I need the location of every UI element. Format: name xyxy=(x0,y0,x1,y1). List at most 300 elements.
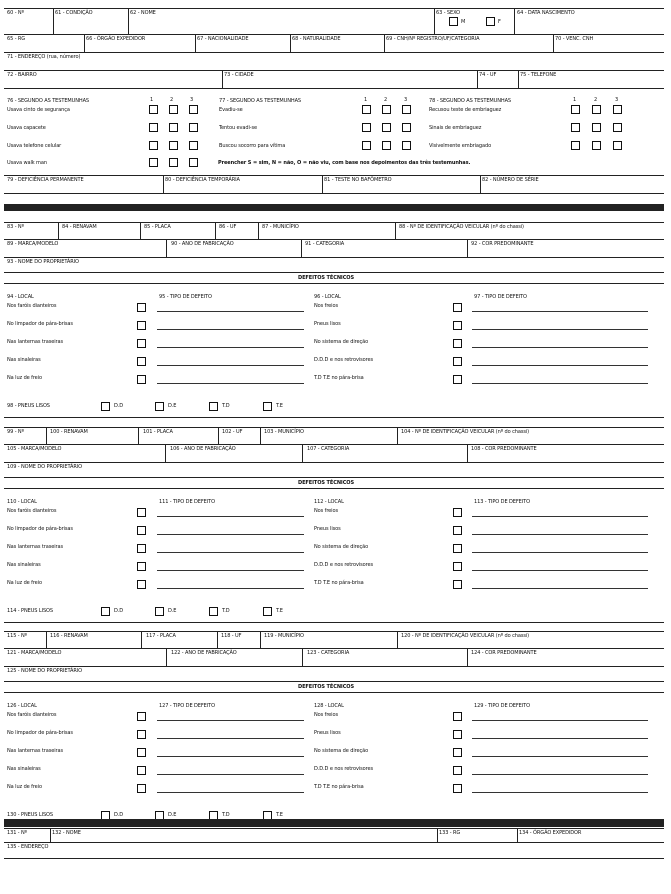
witness-checkbox[interactable] xyxy=(149,158,158,167)
rule xyxy=(4,631,664,632)
defect-type-line[interactable] xyxy=(472,774,648,775)
defect-type-line[interactable] xyxy=(472,347,648,348)
defect-type-line[interactable] xyxy=(157,552,304,553)
defect-type-line[interactable] xyxy=(157,383,304,384)
witness-checkbox[interactable] xyxy=(169,123,178,132)
local-label: 96 - LOCAL xyxy=(314,294,341,300)
rule xyxy=(4,193,664,194)
defect-checkbox[interactable] xyxy=(137,526,146,535)
defect-type-line[interactable] xyxy=(157,774,304,775)
defect-checkbox[interactable] xyxy=(137,784,146,793)
tipo-defeito-label: 95 - TIPO DE DEFEITO xyxy=(159,294,212,300)
witness-checkbox[interactable] xyxy=(571,141,580,150)
defect-location-label: No sistema de direção xyxy=(314,544,369,550)
defect-checkbox[interactable] xyxy=(453,712,462,721)
tire-label: T.D xyxy=(222,403,230,409)
defect-type-line[interactable] xyxy=(157,311,304,312)
defect-checkbox[interactable] xyxy=(453,784,462,793)
rule xyxy=(4,622,664,623)
defect-checkbox[interactable] xyxy=(137,712,146,721)
rule xyxy=(4,666,664,667)
defect-location-label: No sistema de direção xyxy=(314,339,369,345)
tire-label: T.E xyxy=(276,608,283,614)
witness-checkbox[interactable] xyxy=(169,158,178,167)
defect-type-line[interactable] xyxy=(472,329,648,330)
tipo-defeito-label: 113 - TIPO DE DEFEITO xyxy=(474,499,530,505)
rule xyxy=(260,427,261,444)
rule xyxy=(302,444,303,462)
defect-type-line[interactable] xyxy=(472,311,648,312)
defect-checkbox[interactable] xyxy=(137,321,146,330)
field-78-label: 78 - SEGUNDO AS TESTEMUNHAS xyxy=(429,98,512,104)
col-num-1: 1 xyxy=(150,97,154,103)
rule xyxy=(258,222,259,239)
defect-location-label: No sistema de direção xyxy=(314,748,369,754)
defect-location-label: Nas sinaleiras xyxy=(7,562,41,568)
rule xyxy=(53,8,54,34)
tire-label: T.E xyxy=(276,403,283,409)
rule xyxy=(467,239,468,257)
defect-type-line[interactable] xyxy=(157,365,304,366)
defect-location-label: Nas lanternas traseiras xyxy=(7,748,63,754)
rule xyxy=(4,52,664,53)
rule xyxy=(4,828,664,829)
local-label: 110 - LOCAL xyxy=(7,499,37,505)
witness-checkbox[interactable] xyxy=(402,141,411,150)
tire-checkbox[interactable] xyxy=(101,607,110,616)
rule xyxy=(4,34,664,35)
defect-location-label: Na luz de freio xyxy=(7,784,42,790)
vehicle-field-label: 108 - COR PREDOMINANTE xyxy=(471,446,537,452)
witness-checkbox[interactable] xyxy=(189,141,198,150)
witness-checkbox[interactable] xyxy=(382,123,391,132)
witness-checkbox[interactable] xyxy=(592,123,601,132)
defect-checkbox[interactable] xyxy=(453,526,462,535)
defects-title: DEFEITOS TÉCNICOS xyxy=(298,684,354,690)
field-63-label: 63 - SEXO xyxy=(436,10,460,16)
separator-bar xyxy=(4,819,664,826)
tire-label: D.D xyxy=(114,608,124,614)
witness-checkbox[interactable] xyxy=(382,141,391,150)
witness-checkbox[interactable] xyxy=(382,105,391,114)
vehicle-field-label: 87 - MUNICÍPIO xyxy=(262,224,299,230)
defect-location-label: Nas sinaleiras xyxy=(7,766,41,772)
tire-checkbox[interactable] xyxy=(101,402,110,411)
witness-checkbox[interactable] xyxy=(362,105,371,114)
defect-type-line[interactable] xyxy=(157,534,304,535)
defect-checkbox[interactable] xyxy=(453,303,462,312)
pneus-lisos-label: 98 - PNEUS LISOS xyxy=(7,403,50,409)
rule xyxy=(4,681,664,682)
col-num-2: 2 xyxy=(384,97,388,103)
tire-checkbox[interactable] xyxy=(209,607,218,616)
witness-checkbox[interactable] xyxy=(613,105,622,114)
vehicle-field-label: 92 - COR PREDOMINANTE xyxy=(471,241,534,247)
vehicle-field-label: 85 - PLACA xyxy=(144,224,171,230)
rule xyxy=(217,631,218,648)
rule xyxy=(138,427,139,444)
rule xyxy=(46,427,47,444)
defect-type-line[interactable] xyxy=(472,516,648,517)
defect-checkbox[interactable] xyxy=(137,562,146,571)
rule xyxy=(4,8,664,9)
rule xyxy=(215,222,216,239)
vehicle-field-label: 119 - MUNICÍPIO xyxy=(264,633,304,639)
witness-checkbox[interactable] xyxy=(362,141,371,150)
defect-type-line[interactable] xyxy=(157,720,304,721)
field-68-label: 68 - NATURALIDADE xyxy=(292,36,341,42)
field-75-label: 75 - TELEFONE xyxy=(520,72,557,78)
vehicle-field-label: 118 - UF xyxy=(221,633,242,639)
tipo-defeito-label: 111 - TIPO DE DEFEITO xyxy=(159,499,215,505)
tipo-defeito-label: 97 - TIPO DE DEFEITO xyxy=(474,294,527,300)
field-81-label: 81 - TESTE NO BAFÔMETRO xyxy=(324,177,392,183)
rule xyxy=(477,70,478,88)
rule xyxy=(4,88,664,89)
defect-location-label: D.D.D e nos retrovisores xyxy=(314,357,373,363)
field-82-label: 82 - NÚMERO DE SÉRIE xyxy=(482,177,539,183)
tire-label: T.D xyxy=(222,608,230,614)
field-72-label: 72 - BAIRRO xyxy=(7,72,37,78)
witness-note: Preencher S = sim, N = não, O = não viu, com base nos depoimentos das três testemunhas. xyxy=(218,160,471,166)
witness-item: Evadiu-se xyxy=(219,107,243,113)
defect-location-label: Nas lanternas traseiras xyxy=(7,339,63,345)
rule xyxy=(4,427,664,428)
witness-checkbox[interactable] xyxy=(571,105,580,114)
rule xyxy=(195,34,196,52)
field-60-label: 60 - Nº xyxy=(7,10,24,16)
defect-checkbox[interactable] xyxy=(453,339,462,348)
witness-item: Usava telefone celular xyxy=(7,143,62,149)
vehicle-field-label: 123 - CATEGORIA xyxy=(307,650,350,656)
owner-name-label: 125 - NOME DO PROPRIETÁRIO xyxy=(7,668,82,674)
defect-location-label: Nos freios xyxy=(314,508,338,514)
tire-checkbox[interactable] xyxy=(155,402,164,411)
defect-checkbox[interactable] xyxy=(137,303,146,312)
rule xyxy=(84,34,85,52)
local-label: 128 - LOCAL xyxy=(314,703,344,709)
vehicle-field-label: 102 - UF xyxy=(222,429,243,435)
field-61-label: 61 - CONDIÇÃO xyxy=(55,10,93,16)
defect-type-line[interactable] xyxy=(472,588,648,589)
defect-location-label: Nos freios xyxy=(314,303,338,309)
witness-checkbox[interactable] xyxy=(189,158,198,167)
witness-item: Sinais de embriaguez xyxy=(429,125,482,131)
rule xyxy=(50,828,51,842)
vehicle-field-label: 121 - MARCA/MODELO xyxy=(7,650,62,656)
vehicle-field-label: 105 - MARCA/MODELO xyxy=(7,446,62,452)
rule xyxy=(437,828,438,842)
rule xyxy=(467,444,468,462)
defect-checkbox[interactable] xyxy=(137,766,146,775)
rule xyxy=(397,427,398,444)
defect-location-label: D.D.D e nos retrovisores xyxy=(314,766,373,772)
witness-checkbox[interactable] xyxy=(189,105,198,114)
witness-item: Tentou evadi-se xyxy=(219,125,258,131)
rule xyxy=(290,34,291,52)
local-label: 112 - LOCAL xyxy=(314,499,344,505)
witness-item: Buscou socorro para vítima xyxy=(219,143,286,149)
rule xyxy=(397,631,398,648)
vehicle-field-label: 91 - CATEGORIA xyxy=(305,241,345,247)
rule xyxy=(4,70,664,71)
tire-label: T.E xyxy=(276,812,283,818)
pneus-lisos-label: 114 - PNEUS LISOS xyxy=(7,608,54,614)
defect-location-label: T.D T.E no pára-brisa xyxy=(314,784,364,790)
defect-checkbox[interactable] xyxy=(453,562,462,571)
defect-location-label: No limpador de pára-brisas xyxy=(7,321,73,327)
defect-location-label: Nos faróis dianteiros xyxy=(7,712,57,718)
vehicle-field-label: 99 - Nº xyxy=(7,429,24,435)
vehicle-field-label: 106 - ANO DE FABRICAÇÃO xyxy=(170,446,236,452)
rule xyxy=(128,8,129,34)
vehicle-field-label: 100 - RENAVAM xyxy=(50,429,88,435)
rule xyxy=(4,239,664,240)
witness-checkbox[interactable] xyxy=(613,141,622,150)
rule xyxy=(260,631,261,648)
sex-f-checkbox[interactable] xyxy=(486,17,495,26)
defects-title: DEFEITOS TÉCNICOS xyxy=(298,480,354,486)
local-label: 94 - LOCAL xyxy=(7,294,34,300)
tire-label: T.D xyxy=(222,812,230,818)
witness-checkbox[interactable] xyxy=(189,123,198,132)
rule xyxy=(384,34,385,52)
field-62-label: 62 - NOME xyxy=(130,10,156,16)
witness-item: Usava cinto de segurança xyxy=(7,107,70,113)
witness-checkbox[interactable] xyxy=(402,105,411,114)
defect-type-line[interactable] xyxy=(157,588,304,589)
rule xyxy=(4,175,664,176)
defect-type-line[interactable] xyxy=(472,365,648,366)
vehicle-field-label: 84 - RENAVAM xyxy=(62,224,97,230)
tipo-defeito-label: 129 - TIPO DE DEFEITO xyxy=(474,703,530,709)
rule xyxy=(222,70,223,88)
col-num-2: 2 xyxy=(594,97,598,103)
defect-location-label: T.D T.E no pára-brisa xyxy=(314,580,364,586)
rule xyxy=(4,283,664,284)
defect-type-line[interactable] xyxy=(472,570,648,571)
rule xyxy=(4,648,664,649)
separator-bar xyxy=(4,204,664,211)
rule xyxy=(517,828,518,842)
local-label: 126 - LOCAL xyxy=(7,703,37,709)
defect-location-label: Pneus lisos xyxy=(314,730,341,736)
defect-type-line[interactable] xyxy=(472,534,648,535)
rule xyxy=(58,222,59,239)
tire-label: D.E xyxy=(168,608,177,614)
tire-checkbox[interactable] xyxy=(263,402,272,411)
defect-checkbox[interactable] xyxy=(137,339,146,348)
defect-type-line[interactable] xyxy=(472,792,648,793)
field-132-label: 132 - NOME xyxy=(52,830,81,836)
rule xyxy=(4,417,664,418)
tire-checkbox[interactable] xyxy=(263,607,272,616)
defect-type-line[interactable] xyxy=(472,552,648,553)
defect-checkbox[interactable] xyxy=(453,730,462,739)
rule xyxy=(4,826,664,827)
defect-type-line[interactable] xyxy=(472,383,648,384)
witness-checkbox[interactable] xyxy=(592,105,601,114)
field-69-label: 69 - CNH/Nº REGISTRO/UF/CATEGORIA xyxy=(386,36,480,42)
defect-location-label: No limpador de pára-brisas xyxy=(7,730,73,736)
defect-type-line[interactable] xyxy=(472,738,648,739)
defect-checkbox[interactable] xyxy=(453,766,462,775)
witness-item: Visivelmente embriagado xyxy=(429,143,492,149)
sex-m-label: M xyxy=(461,19,466,25)
pneus-lisos-label: 130 - PNEUS LISOS xyxy=(7,812,54,818)
defect-checkbox[interactable] xyxy=(137,508,146,517)
vehicle-field-label: 120 - Nº DE IDENTIFICAÇÃO VEICULAR (nº do chassi) xyxy=(401,633,530,639)
col-num-3: 3 xyxy=(404,97,408,103)
defect-type-line[interactable] xyxy=(157,516,304,517)
field-79-label: 79 - DEFICIÊNCIA PERMANENTE xyxy=(7,177,84,183)
vehicle-field-label: 103 - MUNICÍPIO xyxy=(264,429,304,435)
defect-checkbox[interactable] xyxy=(453,321,462,330)
witness-checkbox[interactable] xyxy=(149,123,158,132)
witness-checkbox[interactable] xyxy=(571,123,580,132)
rule xyxy=(467,648,468,666)
tire-label: D.D xyxy=(114,403,124,409)
defect-type-line[interactable] xyxy=(157,738,304,739)
witness-checkbox[interactable] xyxy=(169,141,178,150)
vehicle-field-label: 115 - Nº xyxy=(7,633,27,639)
rule xyxy=(4,462,664,463)
defect-checkbox[interactable] xyxy=(453,580,462,589)
rule xyxy=(322,175,323,193)
vehicle-field-label: 83 - Nº xyxy=(7,224,24,230)
rule xyxy=(518,70,519,88)
vehicle-field-label: 89 - MARCA/MODELO xyxy=(7,241,59,247)
witness-checkbox[interactable] xyxy=(402,123,411,132)
defect-type-line[interactable] xyxy=(157,329,304,330)
defect-type-line[interactable] xyxy=(472,720,648,721)
col-num-2: 2 xyxy=(170,97,174,103)
field-66-label: 66 - ÓRGÃO EXPEDIDOR xyxy=(86,36,146,42)
defect-location-label: D.D.D e nos retrovisores xyxy=(314,562,373,568)
witness-checkbox[interactable] xyxy=(169,105,178,114)
rule xyxy=(4,842,664,843)
col-num-3: 3 xyxy=(190,97,194,103)
vehicle-field-label: 116 - RENAVAM xyxy=(50,633,88,639)
rule xyxy=(140,222,141,239)
field-131-label: 131 - Nº xyxy=(7,830,27,836)
sex-m-checkbox[interactable] xyxy=(449,17,458,26)
defect-checkbox[interactable] xyxy=(453,508,462,517)
defect-location-label: Na luz de freio xyxy=(7,580,42,586)
defect-type-line[interactable] xyxy=(157,347,304,348)
rule xyxy=(4,444,664,445)
witness-checkbox[interactable] xyxy=(149,105,158,114)
witness-item: Usava walk man xyxy=(7,160,47,166)
defect-checkbox[interactable] xyxy=(137,580,146,589)
rule xyxy=(514,8,515,34)
defect-location-label: Nos freios xyxy=(314,712,338,718)
rule xyxy=(4,257,664,258)
defect-checkbox[interactable] xyxy=(137,748,146,757)
defect-location-label: Nas sinaleiras xyxy=(7,357,41,363)
defect-location-label: Nos faróis dianteiros xyxy=(7,508,57,514)
defect-checkbox[interactable] xyxy=(137,357,146,366)
vehicle-field-label: 101 - PLACA xyxy=(143,429,173,435)
defect-location-label: Pneus lisos xyxy=(314,321,341,327)
tipo-defeito-label: 127 - TIPO DE DEFEITO xyxy=(159,703,215,709)
rule xyxy=(166,648,167,666)
witness-item: Recusou teste de embriaguez xyxy=(429,107,502,113)
col-num-3: 3 xyxy=(615,97,619,103)
defect-checkbox[interactable] xyxy=(453,748,462,757)
witness-checkbox[interactable] xyxy=(613,123,622,132)
rule xyxy=(4,858,664,859)
field-134-label: 134 - ÓRGÃO EXPEDIDOR xyxy=(519,830,582,836)
field-67-label: 67 - NACIONALIDADE xyxy=(197,36,249,42)
rule xyxy=(301,239,302,257)
rule xyxy=(434,8,435,34)
field-73-label: 73 - CIDADE xyxy=(224,72,254,78)
rule xyxy=(4,272,664,273)
defect-type-line[interactable] xyxy=(157,792,304,793)
defect-location-label: Pneus lisos xyxy=(314,526,341,532)
owner-name-label: 93 - NOME DO PROPRIETÁRIO xyxy=(7,259,79,265)
defect-type-line[interactable] xyxy=(157,570,304,571)
tire-checkbox[interactable] xyxy=(155,607,164,616)
rule xyxy=(141,631,142,648)
witness-checkbox[interactable] xyxy=(149,141,158,150)
defect-type-line[interactable] xyxy=(157,756,304,757)
defect-type-line[interactable] xyxy=(472,756,648,757)
defect-checkbox[interactable] xyxy=(137,730,146,739)
defect-location-label: No limpador de pára-brisas xyxy=(7,526,73,532)
field-71-label: 71 - ENDEREÇO (rua, número) xyxy=(7,54,81,60)
field-80-label: 80 - DEFICIÊNCIA TEMPORÁRIA xyxy=(165,177,240,183)
defect-checkbox[interactable] xyxy=(453,357,462,366)
witness-checkbox[interactable] xyxy=(362,123,371,132)
field-65-label: 65 - RG xyxy=(7,36,26,42)
vehicle-field-label: 86 - UF xyxy=(219,224,237,230)
field-70-label: 70 - VENC. CNH xyxy=(555,36,594,42)
vehicle-field-label: 104 - Nº DE IDENTIFICAÇÃO VEICULAR (nº do chassi) xyxy=(401,429,530,435)
tire-checkbox[interactable] xyxy=(209,402,218,411)
sex-f-label: F xyxy=(498,19,501,25)
defect-location-label: Nos faróis dianteiros xyxy=(7,303,57,309)
defect-checkbox[interactable] xyxy=(137,375,146,384)
rule xyxy=(165,444,166,462)
defect-location-label: T.D T.E no pára-brisa xyxy=(314,375,364,381)
vehicle-field-label: 124 - COR PREDOMINANTE xyxy=(471,650,537,656)
rule xyxy=(163,175,164,193)
owner-name-label: 109 - NOME DO PROPRIETÁRIO xyxy=(7,464,82,470)
field-74-label: 74 - UF xyxy=(479,72,497,78)
witness-item: Usava capacete xyxy=(7,125,46,131)
rule xyxy=(480,175,481,193)
rule xyxy=(218,427,219,444)
field-135-label: 135 - ENDEREÇO xyxy=(7,844,49,850)
rule xyxy=(395,222,396,239)
vehicle-field-label: 122 - ANO DE FABRICAÇÃO xyxy=(171,650,237,656)
defect-checkbox[interactable] xyxy=(453,544,462,553)
defect-checkbox[interactable] xyxy=(137,544,146,553)
defect-checkbox[interactable] xyxy=(453,375,462,384)
vehicle-field-label: 88 - Nº DE IDENTIFICAÇÃO VEICULAR (nº do chassi) xyxy=(399,224,524,230)
tire-label: D.E xyxy=(168,403,177,409)
rule xyxy=(4,488,664,489)
vehicle-field-label: 117 - PLACA xyxy=(146,633,176,639)
field-133-label: 133 - RG xyxy=(439,830,461,836)
witness-checkbox[interactable] xyxy=(592,141,601,150)
vehicle-field-label: 90 - ANO DE FABRICAÇÃO xyxy=(171,241,234,247)
rule xyxy=(553,34,554,52)
field-76-label: 76 - SEGUNDO AS TESTEMUNHAS xyxy=(7,98,90,104)
tire-label: D.E xyxy=(168,812,177,818)
